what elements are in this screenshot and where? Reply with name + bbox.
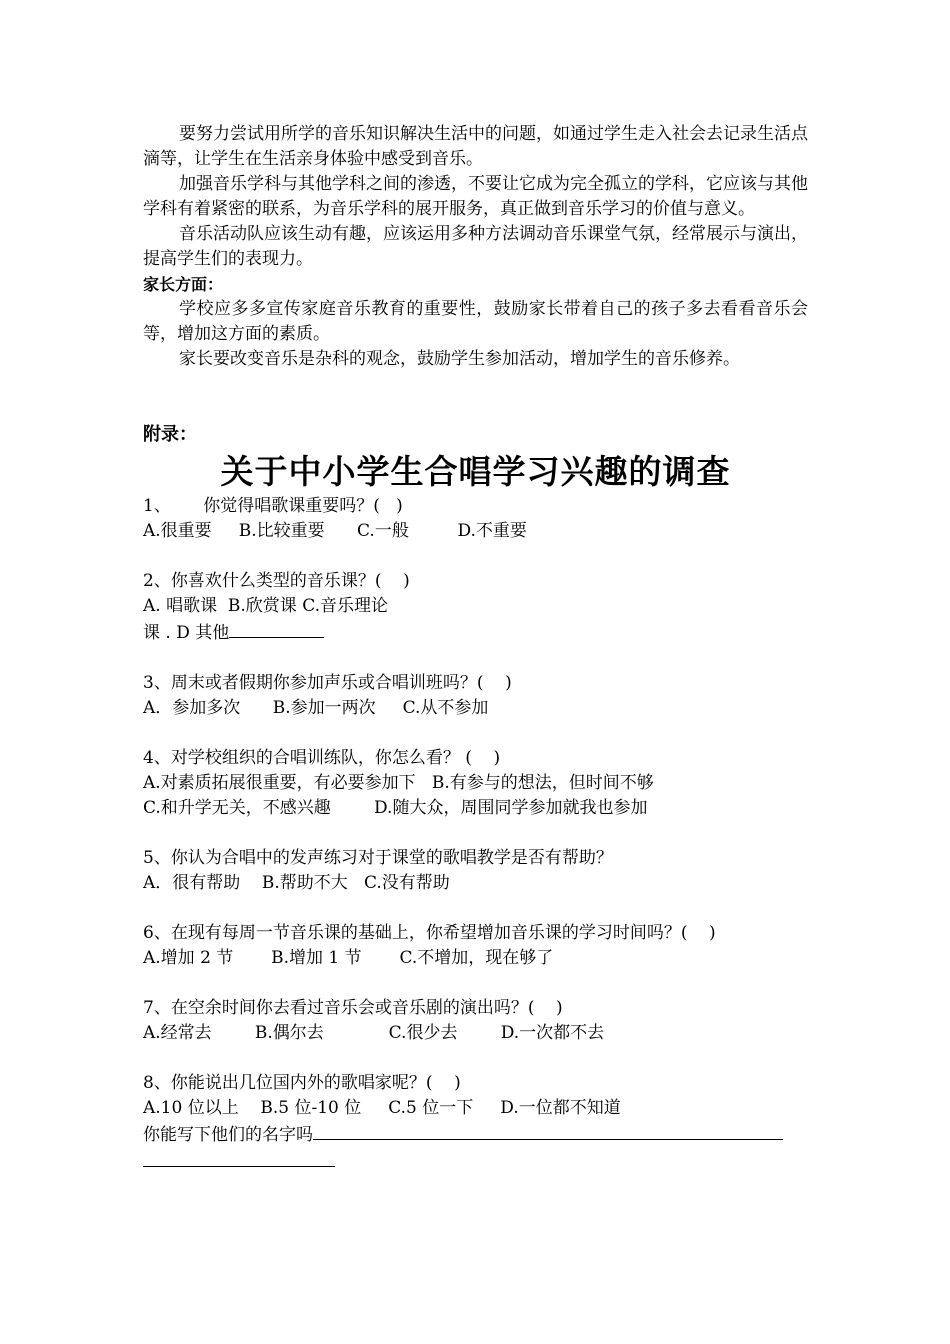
question-4 <box>143 746 808 821</box>
question-text: 7、在空余时间你去看过音乐会或音乐剧的演出吗？( ) <box>143 998 563 1018</box>
question-text: 5、你认为合唱中的发声练习对于课堂的歌唱教学是否有帮助？ <box>143 848 613 868</box>
question-text: 4、对学校组织的合唱训练队，你怎么看？ ( ) <box>143 748 501 768</box>
question-8 <box>143 1071 808 1175</box>
appendix-label: 附录： <box>143 424 197 445</box>
question-text: 6、在现有每周一节音乐课的基础上，你希望增加音乐课的学习时间吗？( ) <box>143 923 716 943</box>
document-page <box>143 122 808 1200</box>
question-5 <box>143 846 808 896</box>
question-text: 8、你能说出几位国内外的歌唱家呢？( ) <box>143 1073 461 1093</box>
options-text: 课 . D 其他 <box>143 623 230 643</box>
survey-questions <box>143 494 808 1175</box>
options-line: A．很有帮助 B.帮助不大 C.没有帮助 <box>143 873 450 893</box>
question-text: 1、 你觉得唱歌课重要吗？( ) <box>143 496 403 516</box>
paragraph-1: 要努力尝试用所学的音乐知识解决生活中的问题，如通过学生走入社会去记录生活点滴等，让学生在生活亲身体验中感受到音乐。 <box>143 124 808 169</box>
question-text: 3、周末或者假期你参加声乐或合唱训班吗？( ) <box>143 673 512 693</box>
options-line: A.增加 2 节 B.增加 1 节 C.不增加，现在够了 <box>143 948 554 968</box>
options-line: A. 唱歌课 B.欣赏课 C.音乐理论 <box>143 596 388 616</box>
options-line: A.经常去 B.偶尔去 C.很少去 D.一次都不去 <box>143 1023 605 1043</box>
question-3 <box>143 671 808 721</box>
question-2 <box>143 569 808 646</box>
paragraph-2: 加强音乐学科与其他学科之间的渗透，不要让它成为完全孤立的学科，它应该与其他学科有着紧密的联系，为音乐学科的展开服务，真正做到音乐学习的价值与意义。 <box>143 174 808 219</box>
options-line: A.10 位以上 B.5 位-10 位 C.5 位一下 D.一位都不知道 <box>143 1098 621 1118</box>
options-line: A.很重要 B.比较重要 C.一般 D.不重要 <box>143 521 527 541</box>
options-line: C.和升学无关，不感兴趣 D.随大众，周围同学参加就我也参加 <box>143 798 648 818</box>
names-answer-blank[interactable] <box>313 1121 783 1140</box>
names-prompt: 你能写下他们的名字吗 <box>143 1125 313 1145</box>
question-7 <box>143 996 808 1046</box>
paragraph-4: 学校应多多宣传家庭音乐教育的重要性，鼓励家长带着自己的孩子多去看看音乐会等，增加这方面的素质。 <box>143 299 808 344</box>
paragraph-5: 家长要改变音乐是杂科的观念，鼓励学生参加活动，增加学生的音乐修养。 <box>179 349 740 369</box>
names-answer-blank-2[interactable] <box>143 1148 335 1167</box>
question-text: 2、你喜欢什么类型的音乐课？( ) <box>143 571 410 591</box>
survey-title: 关于中小学生合唱学习兴趣的调查 <box>220 452 731 491</box>
options-line-with-blank <box>143 619 808 646</box>
options-line: A.对素质拓展很重要，有必要参加下 B.有参与的想法，但时间不够 <box>143 773 654 793</box>
answer-blank[interactable] <box>229 619 324 638</box>
question-1 <box>143 494 808 544</box>
parents-heading: 家长方面： <box>143 275 224 294</box>
names-answer-line-2 <box>143 1148 808 1175</box>
names-prompt-line <box>143 1121 808 1148</box>
question-6 <box>143 921 808 971</box>
options-line: A．参加多次 B.参加一两次 C.从不参加 <box>143 698 489 718</box>
paragraph-3: 音乐活动队应该生动有趣，应该运用多种方法调动音乐课堂气氛，经常展示与演出，提高学生们的表现力。 <box>143 224 808 269</box>
